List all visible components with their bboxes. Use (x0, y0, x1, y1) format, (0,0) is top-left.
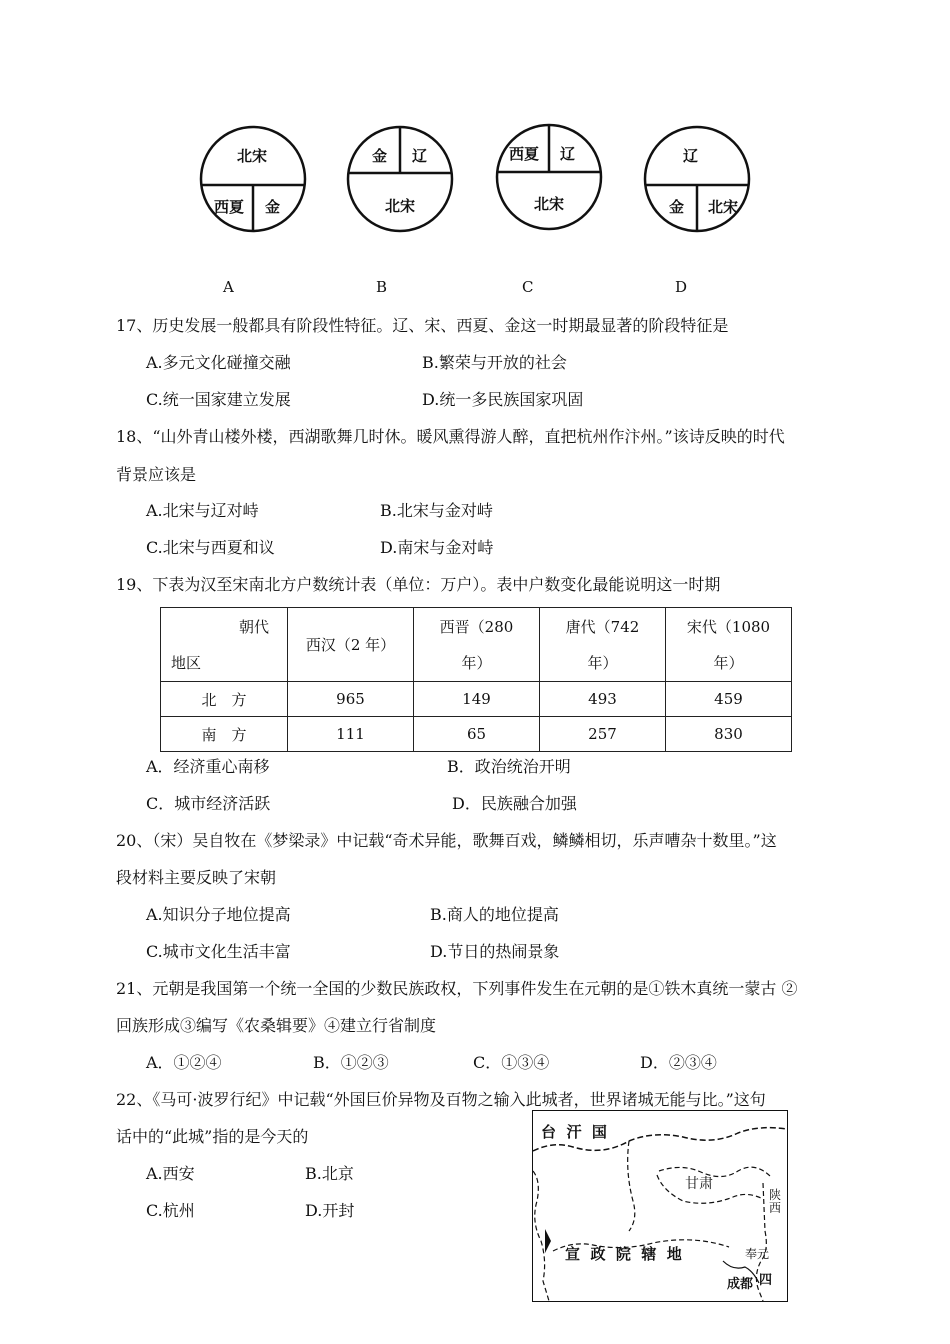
header-line: 西汉（2 年） (305, 636, 396, 654)
table-cell: 965 (288, 682, 414, 717)
pie-diagrams (190, 115, 770, 245)
q18-option-d: D.南宋与金对峙 (380, 538, 494, 557)
arrow-marker (545, 1229, 551, 1253)
table-cell: 149 (414, 682, 540, 717)
q22-option-a: A.西安 (146, 1164, 195, 1183)
q20-stem-line1: 20、（宋）吴自牧在《梦梁录》中记载“奇术异能，歌舞百戏，鳞鳞相切，乐声嘈杂十数里。”这 (116, 831, 777, 850)
pie-a (201, 127, 305, 231)
q18-option-a: A.北宋与辽对峙 (146, 501, 259, 520)
q21-option-b: B．①②③ (313, 1053, 389, 1072)
yuan-map (532, 1110, 788, 1302)
header-line: 西晋（280 (439, 617, 514, 636)
table-cell: 493 (540, 682, 666, 717)
q21-stem-line2: 回族形成③编写《农桑辑要》④建立行省制度 (116, 1016, 437, 1035)
map-label-gansu: 甘肃 (685, 1176, 713, 1192)
pie-label-d: D (675, 278, 688, 296)
pie-b-tr: 辽 (412, 147, 428, 165)
q20-option-d: D.节日的热闹景象 (430, 942, 560, 961)
table-cell-region: 北 方 (161, 682, 288, 717)
pie-a-bl: 西夏 (214, 198, 245, 216)
pie-c (497, 125, 601, 229)
q18-option-c: C.北宋与西夏和议 (146, 538, 275, 557)
pie-a-top: 北宋 (237, 147, 268, 165)
q22-option-b: B.北京 (305, 1164, 354, 1183)
q22-stem-line1: 22、《马可·波罗行纪》中记载“外国巨价异物及百物之输入此城者，世界诸城无能与比。”这句 (116, 1090, 766, 1109)
corner-region: 地区 (171, 654, 202, 672)
map-label-top: 台 汗 国 (541, 1123, 607, 1141)
header-line: 宋代（1080 (686, 617, 771, 636)
q21-option-d: D．②③④ (640, 1053, 717, 1072)
map-label-yuan: 奉元 (745, 1247, 770, 1261)
q17-option-a: A.多元文化碰撞交融 (146, 353, 291, 372)
pie-d-bl: 金 (669, 198, 685, 216)
map-label-shaanxi: 陕西 (769, 1188, 782, 1215)
q18-stem-line2: 背景应该是 (116, 465, 197, 484)
pie-a-br: 金 (265, 198, 281, 216)
q21-stem-line1: 21、元朝是我国第一个统一全国的少数民族政权，下列事件发生在元朝的是①铁木真统一蒙古 ② (116, 979, 798, 998)
q19-option-b: B．政治统治开明 (447, 757, 571, 776)
q20-option-b: B.商人的地位提高 (430, 905, 559, 924)
map-label-chengdu: 成都 (727, 1277, 754, 1292)
pie-b (348, 127, 452, 231)
q20-stem-line2: 段材料主要反映了宋朝 (116, 868, 277, 887)
table-cell-region: 南 方 (161, 717, 288, 752)
q18-stem-line1: 18、“山外青山楼外楼，西湖歌舞几时休。暖风熏得游人醉，直把杭州作汴州。”该诗反映的时代 (116, 427, 785, 446)
q21-option-a: A．①②④ (146, 1053, 222, 1072)
q21-option-c: C．①③④ (473, 1053, 550, 1072)
table-row (161, 682, 792, 717)
table-cell: 830 (666, 717, 792, 752)
pie-c-bottom: 北宋 (534, 195, 565, 213)
pie-label-c: C (522, 278, 534, 296)
q17-option-c: C.统一国家建立发展 (146, 390, 291, 409)
corner-dynasty: 朝代 (238, 618, 269, 636)
table-cell: 65 (414, 717, 540, 752)
map-label-si: 四 (759, 1273, 773, 1288)
q22-stem-line2: 话中的“此城”指的是今天的 (116, 1127, 309, 1146)
pie-label-b: B (376, 278, 388, 296)
map-label-xuanzheng: 宣 政 院 辖 地 (565, 1245, 682, 1263)
header-line: 年） (461, 653, 492, 672)
pie-d-top: 辽 (683, 147, 699, 165)
header-line: 年） (713, 653, 744, 672)
pie-b-bottom: 北宋 (385, 197, 416, 215)
q20-option-c: C.城市文化生活丰富 (146, 942, 291, 961)
pie-d-br: 北宋 (708, 198, 739, 216)
q22-option-c: C.杭州 (146, 1201, 195, 1220)
table-cell: 111 (288, 717, 414, 752)
pie-c-tr: 辽 (560, 145, 576, 163)
q20-option-a: A.知识分子地位提高 (146, 905, 291, 924)
table-header-cell (414, 608, 540, 682)
table-cell: 257 (540, 717, 666, 752)
table-header-cell (540, 608, 666, 682)
q17-stem: 17、历史发展一般都具有阶段性特征。辽、宋、西夏、金这一时期最显著的阶段特征是 (116, 316, 729, 335)
table-header-cell (666, 608, 792, 682)
pie-label-a: A (223, 278, 234, 296)
q19-option-d: D．民族融合加强 (452, 794, 577, 813)
q19-option-c: C．城市经济活跃 (146, 794, 271, 813)
table-row (161, 717, 792, 752)
header-line: 年） (587, 653, 618, 672)
household-table (160, 607, 792, 752)
q22-option-d: D.开封 (305, 1201, 355, 1220)
q17-option-d: D.统一多民族国家巩固 (422, 390, 584, 409)
table-cell: 459 (666, 682, 792, 717)
table-corner-cell (161, 608, 288, 682)
q19-option-a: A．经济重心南移 (146, 757, 270, 776)
table-header-cell (288, 608, 414, 682)
pie-d (645, 127, 749, 231)
q18-option-b: B.北宋与金对峙 (380, 501, 493, 520)
pie-b-tl: 金 (372, 147, 388, 165)
header-line: 唐代（742 (565, 617, 640, 636)
pie-c-tl: 西夏 (509, 145, 540, 163)
q19-stem: 19、下表为汉至宋南北方户数统计表（单位：万户）。表中户数变化最能说明这一时期 (116, 575, 721, 594)
q17-option-b: B.繁荣与开放的社会 (422, 353, 567, 372)
